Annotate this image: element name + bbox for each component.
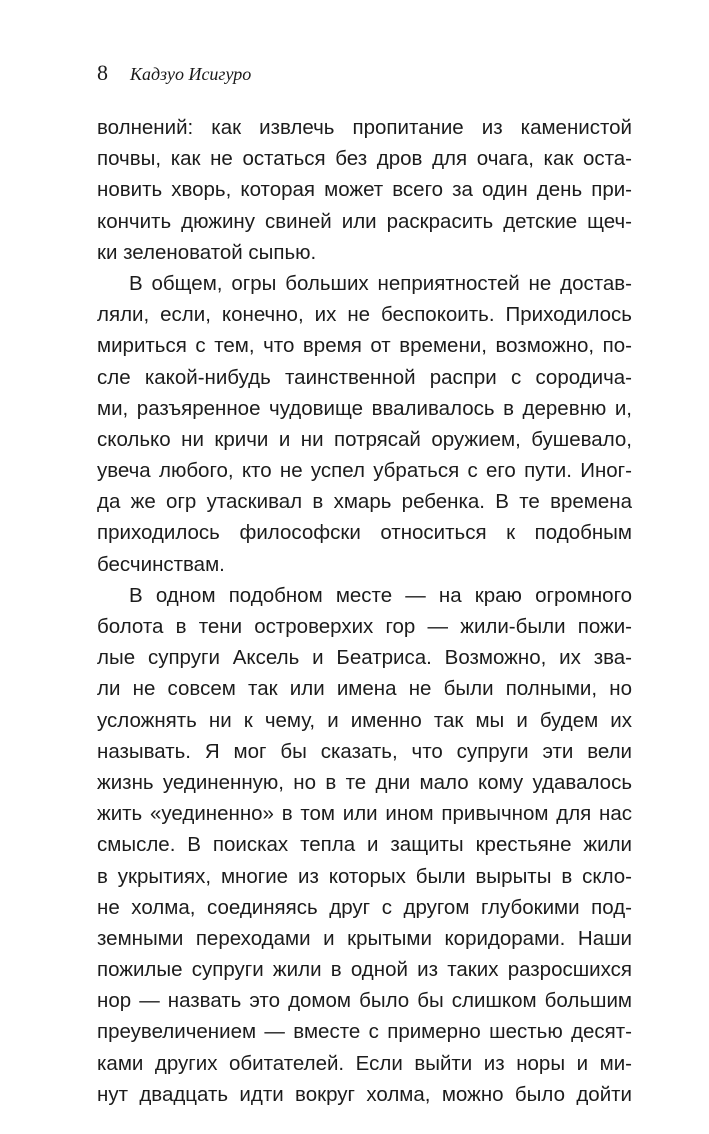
text-line: волнений: как извлечь пропитание из каменистой: [97, 116, 632, 139]
text-line: земными переходами и крытыми коридорами. Наши: [97, 926, 632, 950]
text-line: почвы, как не остаться без дров для очага, как оста-: [97, 147, 632, 171]
text-line: мириться с тем, что время от времени, возможно, по-: [97, 334, 632, 358]
body-text: [97, 112, 632, 1110]
text-line: да же огр утаскивал в хмарь ребенка. В те времена: [97, 490, 632, 514]
text-line: приходилось философски относиться к подобным: [97, 521, 632, 545]
text-line: сколько ни кричи и ни потрясай оружием, бушевало,: [97, 427, 632, 451]
text-line: бесчинствам.: [97, 552, 225, 576]
page-number: 8: [97, 60, 108, 85]
text-line: В одном подобном месте — на краю огромного: [129, 583, 632, 607]
text-line: кончить дюжину свиней или раскрасить детские щеч-: [97, 209, 632, 233]
text-line: В общем, огры больших неприятностей не достав-: [129, 271, 632, 295]
text-line: ли не совсем так или имена не были полными, но: [97, 677, 632, 701]
text-line: нор — назвать это домом было бы слишком большим: [97, 989, 632, 1013]
text-line: ки зеленоватой сыпью.: [97, 240, 317, 264]
text-line: преувеличением — вместе с примерно шестью десят-: [97, 1020, 632, 1044]
text-line: ками других обитателей. Если выйти из норы и ми-: [97, 1051, 632, 1075]
text-line: смысле. В поисках тепла и защиты крестьяне жили: [97, 833, 632, 857]
text-line: нут двадцать идти вокруг холма, можно было дойти: [97, 1082, 632, 1106]
running-head: [97, 60, 251, 90]
text-line: жизнь уединенную, но в те дни мало кому удавалось: [97, 770, 632, 794]
text-line: пожилые супруги жили в одной из таких разросшихся: [97, 958, 632, 982]
text-line: сле какой-нибудь таинственной распри с сородича-: [97, 365, 632, 389]
text-line: лые супруги Аксель и Беатриса. Возможно, их зва-: [97, 646, 632, 670]
text-line: усложнять ни к чему, и именно так мы и будем их: [97, 708, 632, 732]
text-line: болота в тени островерхих гор — жили-были пожи-: [97, 615, 632, 638]
text-line: новить хворь, которая может всего за один день при-: [97, 178, 632, 202]
text-line: в укрытиях, многие из которых были вырыты в скло-: [97, 864, 632, 888]
text-line: ляли, если, конечно, их не беспокоить. Приходилось: [97, 303, 632, 327]
text-line: жить «уединенно» в том или ином привычном для нас: [97, 802, 632, 826]
text-line: ми, разъяренное чудовище вваливалось в деревню и,: [97, 396, 632, 420]
text-line: увеча любого, кто не успел убраться с его пути. Иног-: [97, 459, 632, 483]
text-line: не холма, соединяясь друг с другом глубокими под-: [97, 895, 632, 919]
book-author: Кадзуо Исигуро: [130, 64, 252, 84]
text-line: называть. Я мог бы сказать, что супруги эти вели: [97, 739, 632, 763]
